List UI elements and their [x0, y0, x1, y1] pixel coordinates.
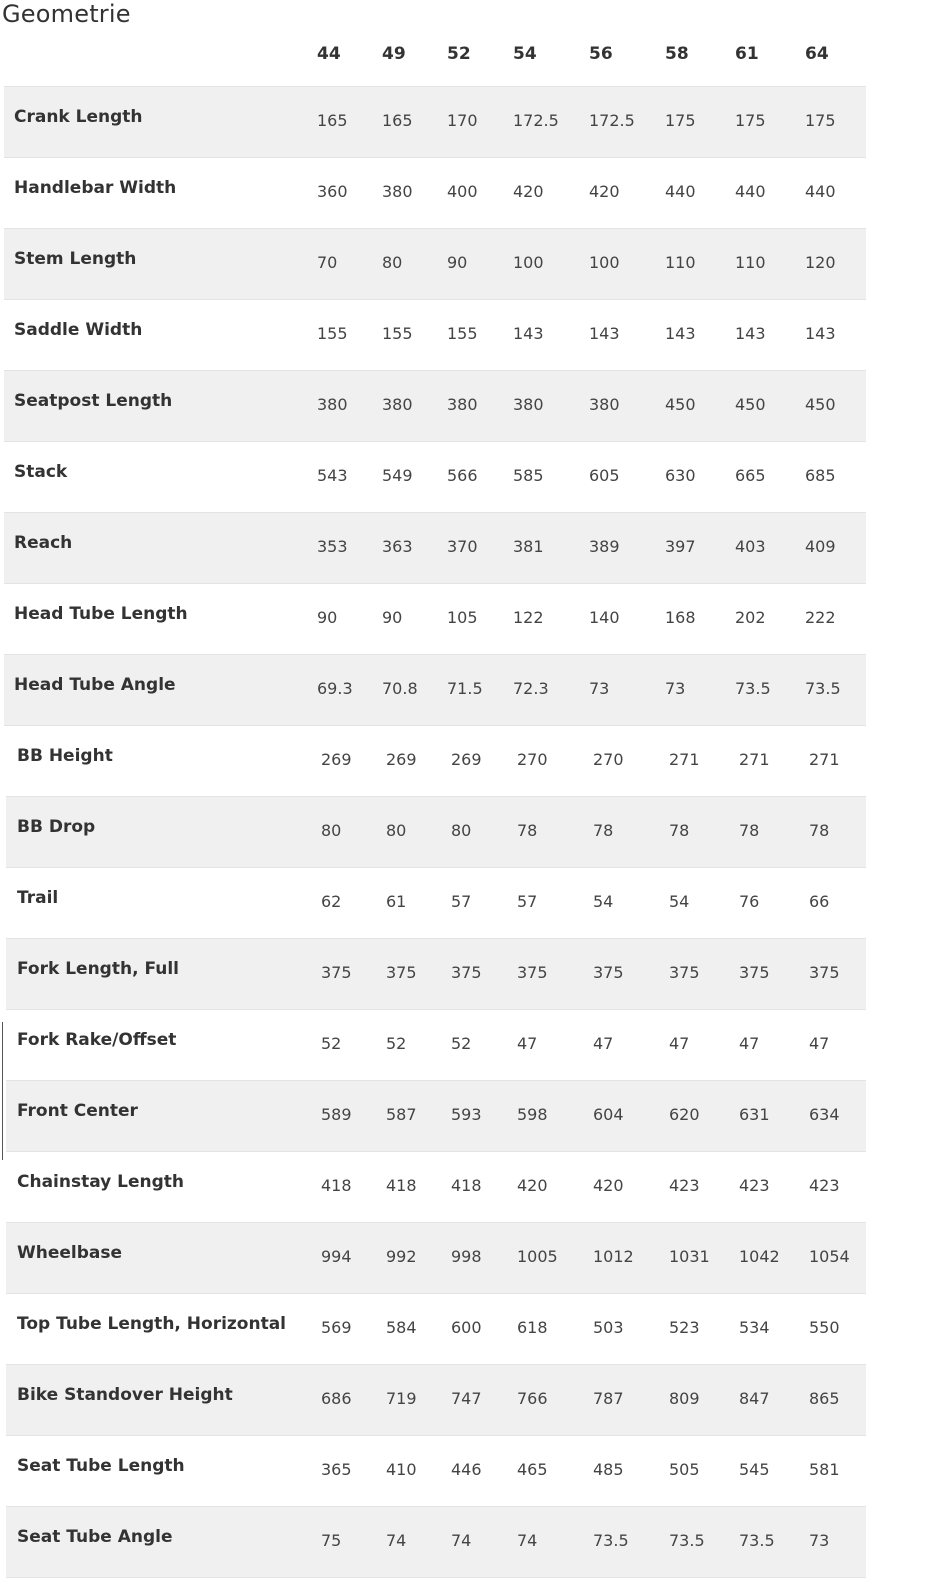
table-cell: 620 [669, 1105, 700, 1124]
table-cell: 365 [321, 1460, 352, 1479]
table-cell: 450 [805, 395, 836, 414]
table-row [6, 939, 866, 1010]
table-cell: 269 [451, 750, 482, 769]
table-cell: 74 [451, 1531, 472, 1550]
table-cell: 271 [809, 750, 840, 769]
table-cell: 90 [447, 253, 468, 272]
row-label: Fork Length, Full [17, 959, 179, 979]
row-label: Bike Standover Height [17, 1385, 233, 1405]
table-cell: 78 [809, 821, 830, 840]
table-cell: 409 [805, 537, 836, 556]
table-row [4, 655, 866, 726]
table-cell: 375 [451, 963, 482, 982]
table-cell: 52 [386, 1034, 407, 1053]
table-cell: 375 [321, 963, 352, 982]
table-cell: 375 [739, 963, 770, 982]
table-cell: 380 [589, 395, 620, 414]
table-cell: 90 [317, 608, 338, 627]
table-cell: 420 [593, 1176, 624, 1195]
table-cell: 423 [669, 1176, 700, 1195]
table-cell: 165 [382, 111, 413, 130]
size-header: 61 [735, 44, 759, 64]
table-cell: 420 [589, 182, 620, 201]
table-cell: 465 [517, 1460, 548, 1479]
table-cell: 375 [517, 963, 548, 982]
table-cell: 865 [809, 1389, 840, 1408]
row-label: BB Drop [17, 817, 96, 837]
row-label: Stem Length [14, 249, 137, 269]
edge-divider [2, 1022, 3, 1160]
table-cell: 175 [665, 111, 696, 130]
table-cell: 686 [321, 1389, 352, 1408]
table-cell: 604 [593, 1105, 624, 1124]
row-label: Head Tube Length [14, 604, 188, 624]
table-cell: 73.5 [669, 1531, 705, 1550]
table-row [4, 442, 866, 513]
table-cell: 80 [451, 821, 472, 840]
table-cell: 78 [517, 821, 538, 840]
table-cell: 543 [317, 466, 348, 485]
row-label: Seat Tube Length [17, 1456, 185, 1476]
table-cell: 202 [735, 608, 766, 627]
row-label: Wheelbase [17, 1243, 123, 1263]
table-cell: 175 [805, 111, 836, 130]
table-cell: 566 [447, 466, 478, 485]
table-cell: 523 [669, 1318, 700, 1337]
table-cell: 61 [386, 892, 407, 911]
table-cell: 403 [735, 537, 766, 556]
size-header: 58 [665, 44, 689, 64]
table-cell: 380 [447, 395, 478, 414]
table-cell: 423 [809, 1176, 840, 1195]
table-row [6, 1507, 866, 1578]
table-cell: 122 [513, 608, 544, 627]
table-cell: 73 [589, 679, 610, 698]
table-cell: 389 [589, 537, 620, 556]
table-cell: 73.5 [739, 1531, 775, 1550]
table-cell: 380 [382, 182, 413, 201]
table-cell: 847 [739, 1389, 770, 1408]
table-cell: 569 [321, 1318, 352, 1337]
table-cell: 73 [665, 679, 686, 698]
row-label: Handlebar Width [14, 178, 177, 198]
table-cell: 47 [669, 1034, 690, 1053]
table-cell: 485 [593, 1460, 624, 1479]
table-cell: 73 [809, 1531, 830, 1550]
table-cell: 143 [665, 324, 696, 343]
table-cell: 400 [447, 182, 478, 201]
table-cell: 440 [735, 182, 766, 201]
table-row [6, 1081, 866, 1152]
table-cell: 450 [665, 395, 696, 414]
table-cell: 105 [447, 608, 478, 627]
table-cell: 534 [739, 1318, 770, 1337]
table-cell: 1054 [809, 1247, 850, 1266]
row-label: Seat Tube Angle [17, 1527, 173, 1547]
table-cell: 269 [321, 750, 352, 769]
table-cell: 57 [517, 892, 538, 911]
table-cell: 270 [517, 750, 548, 769]
table-cell: 600 [451, 1318, 482, 1337]
table-cell: 73.5 [805, 679, 841, 698]
size-header: 49 [382, 44, 406, 64]
table-cell: 1005 [517, 1247, 558, 1266]
table-cell: 110 [735, 253, 766, 272]
table-cell: 450 [735, 395, 766, 414]
table-cell: 787 [593, 1389, 624, 1408]
table-cell: 1042 [739, 1247, 780, 1266]
table-cell: 70 [317, 253, 338, 272]
row-label: Top Tube Length, Horizontal [17, 1314, 287, 1334]
table-cell: 363 [382, 537, 413, 556]
table-cell: 47 [809, 1034, 830, 1053]
table-row [4, 229, 866, 300]
table-row [4, 158, 866, 229]
table-cell: 375 [669, 963, 700, 982]
table-cell: 420 [513, 182, 544, 201]
table-cell: 270 [593, 750, 624, 769]
table-row [4, 584, 866, 655]
table-cell: 143 [735, 324, 766, 343]
table-cell: 375 [386, 963, 417, 982]
table-cell: 994 [321, 1247, 352, 1266]
table-row [6, 726, 866, 797]
table-cell: 420 [517, 1176, 548, 1195]
table-cell: 52 [321, 1034, 342, 1053]
table-cell: 440 [805, 182, 836, 201]
table-cell: 78 [739, 821, 760, 840]
table-row [4, 87, 866, 158]
table-cell: 143 [589, 324, 620, 343]
table-cell: 634 [809, 1105, 840, 1124]
table-row [4, 371, 866, 442]
row-label: Saddle Width [14, 320, 143, 340]
table-row [6, 1010, 866, 1081]
table-cell: 155 [317, 324, 348, 343]
table-cell: 269 [386, 750, 417, 769]
table-cell: 618 [517, 1318, 548, 1337]
table-cell: 52 [451, 1034, 472, 1053]
size-header: 64 [805, 44, 829, 64]
table-cell: 423 [739, 1176, 770, 1195]
table-cell: 809 [669, 1389, 700, 1408]
table-cell: 110 [665, 253, 696, 272]
row-label: Fork Rake/Offset [17, 1030, 177, 1050]
table-cell: 1012 [593, 1247, 634, 1266]
table-cell: 360 [317, 182, 348, 201]
table-cell: 440 [665, 182, 696, 201]
table-cell: 74 [386, 1531, 407, 1550]
size-header: 44 [317, 44, 341, 64]
table-cell: 140 [589, 608, 620, 627]
table-cell: 418 [451, 1176, 482, 1195]
table-cell: 584 [386, 1318, 417, 1337]
table-cell: 598 [517, 1105, 548, 1124]
table-cell: 78 [669, 821, 690, 840]
table-cell: 100 [513, 253, 544, 272]
table-cell: 665 [735, 466, 766, 485]
table-cell: 172.5 [589, 111, 635, 130]
table-cell: 155 [382, 324, 413, 343]
table-cell: 589 [321, 1105, 352, 1124]
table-cell: 605 [589, 466, 620, 485]
table-cell: 143 [513, 324, 544, 343]
table-row [6, 1294, 866, 1365]
table-cell: 370 [447, 537, 478, 556]
table-cell: 747 [451, 1389, 482, 1408]
table-row [6, 1223, 866, 1294]
geometry-table [4, 87, 866, 1578]
table-cell: 170 [447, 111, 478, 130]
size-header: 56 [589, 44, 613, 64]
table-cell: 550 [809, 1318, 840, 1337]
table-cell: 69.3 [317, 679, 353, 698]
table-cell: 175 [735, 111, 766, 130]
table-cell: 222 [805, 608, 836, 627]
table-cell: 380 [513, 395, 544, 414]
table-cell: 380 [382, 395, 413, 414]
table-cell: 74 [517, 1531, 538, 1550]
table-cell: 47 [517, 1034, 538, 1053]
row-label: Trail [17, 888, 59, 908]
table-cell: 271 [739, 750, 770, 769]
table-cell: 70.8 [382, 679, 418, 698]
table-cell: 375 [809, 963, 840, 982]
table-row [4, 513, 866, 584]
table-cell: 587 [386, 1105, 417, 1124]
table-cell: 271 [669, 750, 700, 769]
table-cell: 549 [382, 466, 413, 485]
size-header-row [4, 40, 866, 87]
table-cell: 72.3 [513, 679, 549, 698]
size-header: 52 [447, 44, 471, 64]
table-cell: 165 [317, 111, 348, 130]
table-cell: 503 [593, 1318, 624, 1337]
table-cell: 100 [589, 253, 620, 272]
row-label: Head Tube Angle [14, 675, 176, 695]
table-cell: 630 [665, 466, 696, 485]
page-title: Geometrie [2, 0, 131, 28]
table-cell: 73.5 [735, 679, 771, 698]
table-cell: 446 [451, 1460, 482, 1479]
table-row [6, 868, 866, 939]
table-cell: 685 [805, 466, 836, 485]
table-cell: 505 [669, 1460, 700, 1479]
table-cell: 1031 [669, 1247, 710, 1266]
table-cell: 80 [386, 821, 407, 840]
table-cell: 353 [317, 537, 348, 556]
table-cell: 78 [593, 821, 614, 840]
table-cell: 381 [513, 537, 544, 556]
table-cell: 66 [809, 892, 830, 911]
table-cell: 631 [739, 1105, 770, 1124]
table-row [6, 797, 866, 868]
table-row [4, 300, 866, 371]
table-cell: 155 [447, 324, 478, 343]
table-row [6, 1365, 866, 1436]
table-cell: 62 [321, 892, 342, 911]
size-header: 54 [513, 44, 537, 64]
table-cell: 545 [739, 1460, 770, 1479]
table-cell: 75 [321, 1531, 342, 1550]
table-cell: 998 [451, 1247, 482, 1266]
table-cell: 418 [321, 1176, 352, 1195]
table-cell: 47 [593, 1034, 614, 1053]
table-cell: 120 [805, 253, 836, 272]
table-cell: 766 [517, 1389, 548, 1408]
table-cell: 585 [513, 466, 544, 485]
table-cell: 168 [665, 608, 696, 627]
table-cell: 47 [739, 1034, 760, 1053]
table-cell: 410 [386, 1460, 417, 1479]
table-cell: 593 [451, 1105, 482, 1124]
table-cell: 143 [805, 324, 836, 343]
table-cell: 581 [809, 1460, 840, 1479]
table-cell: 80 [382, 253, 403, 272]
table-row [6, 1436, 866, 1507]
row-label: Reach [14, 533, 73, 553]
row-label: Crank Length [14, 107, 143, 127]
table-cell: 80 [321, 821, 342, 840]
table-cell: 375 [593, 963, 624, 982]
table-cell: 418 [386, 1176, 417, 1195]
row-label: Stack [14, 462, 68, 482]
table-cell: 71.5 [447, 679, 483, 698]
table-cell: 76 [739, 892, 760, 911]
table-cell: 172.5 [513, 111, 559, 130]
table-cell: 719 [386, 1389, 417, 1408]
table-cell: 73.5 [593, 1531, 629, 1550]
row-label: Chainstay Length [17, 1172, 185, 1192]
table-cell: 54 [669, 892, 690, 911]
table-row [6, 1152, 866, 1223]
row-label: Seatpost Length [14, 391, 173, 411]
table-cell: 54 [593, 892, 614, 911]
table-cell: 57 [451, 892, 472, 911]
table-cell: 380 [317, 395, 348, 414]
table-cell: 397 [665, 537, 696, 556]
table-cell: 992 [386, 1247, 417, 1266]
table-cell: 90 [382, 608, 403, 627]
row-label: BB Height [17, 746, 113, 766]
row-label: Front Center [17, 1101, 138, 1121]
